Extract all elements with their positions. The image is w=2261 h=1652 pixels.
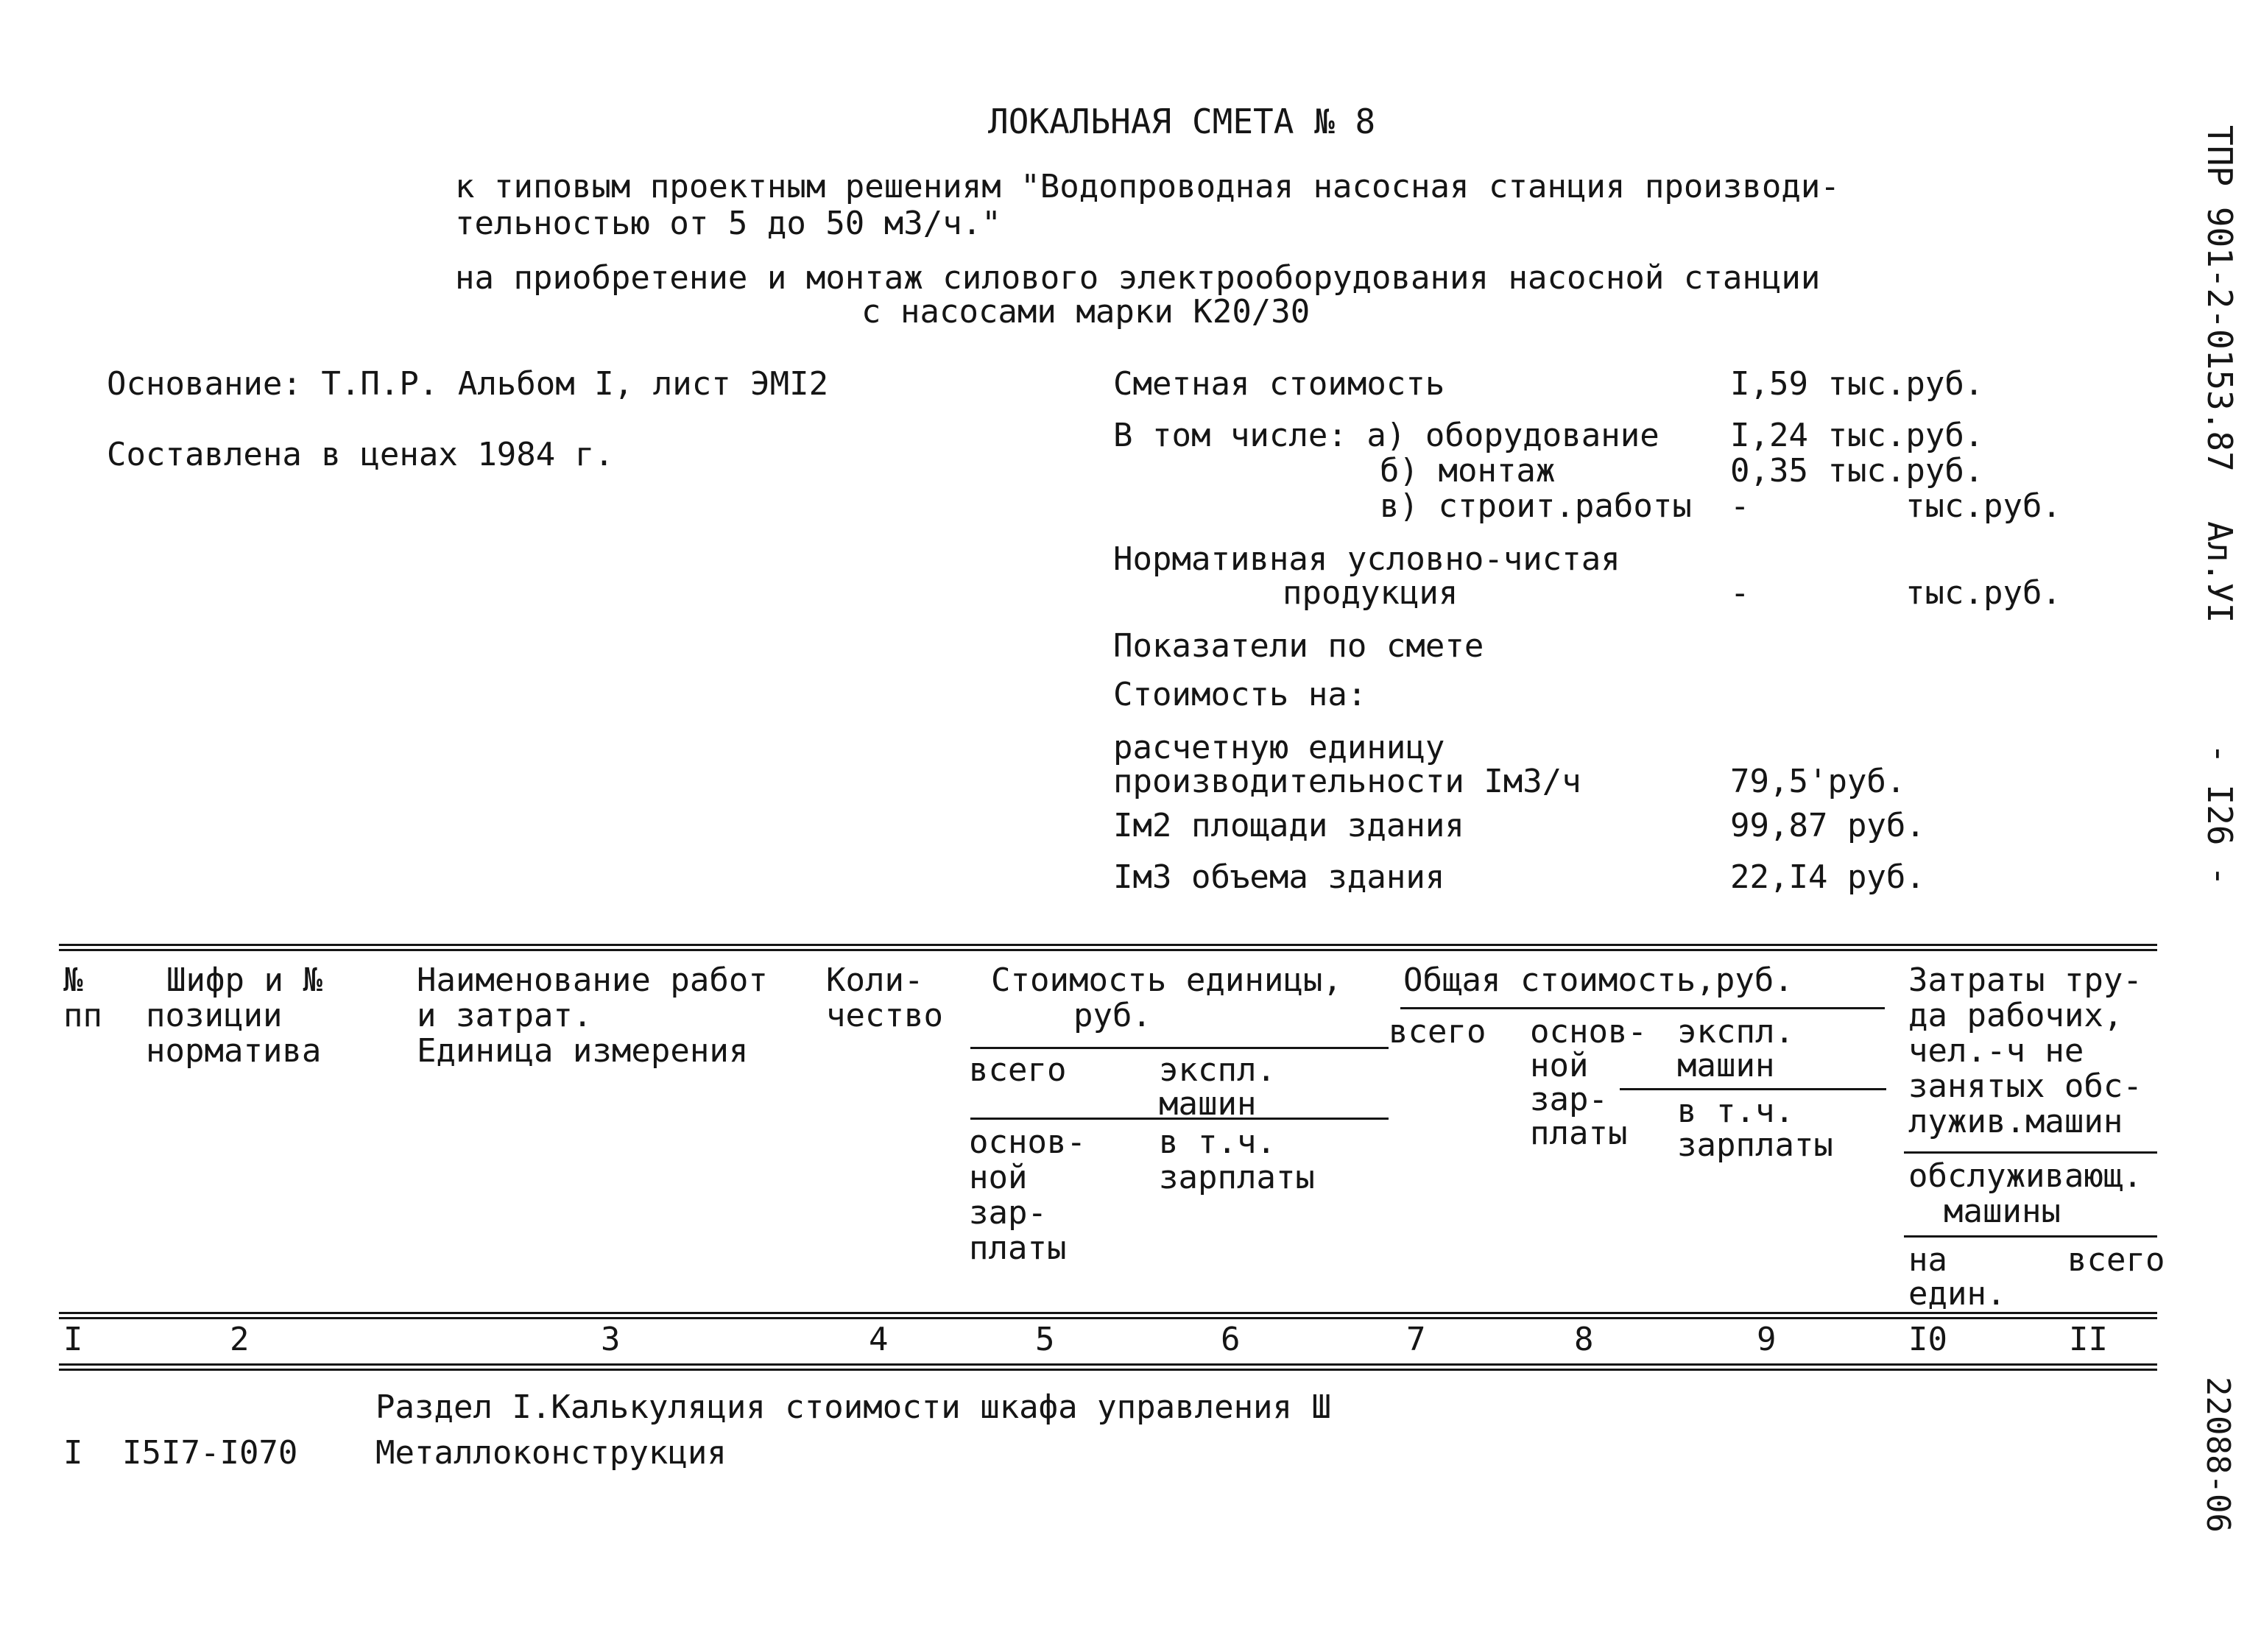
estimate-purpose-line-1: на приобретение и монтаж силового электрооборудования насосной станции <box>455 259 1821 297</box>
estimate-subtitle-line-2: тельностью от 5 до 50 м3/ч." <box>455 205 1001 242</box>
total-cost-machines-rule <box>1620 1088 1886 1090</box>
unit-cost-incl-2: зарплаты <box>1159 1159 1315 1196</box>
col4-header-2: чество <box>826 997 943 1034</box>
labor-header-2: да рабочих, <box>1908 997 2123 1034</box>
labor-header-5: лужив.машин <box>1908 1103 2123 1140</box>
total-cost-basic-4: платы <box>1530 1115 1628 1152</box>
col3-header-2: и затрат. <box>417 997 593 1034</box>
column-number: 6 <box>1221 1321 1241 1358</box>
labor-total: всего <box>2067 1241 2165 1279</box>
normative-unit: тыс.руб. <box>1905 574 2061 612</box>
basis-text: Основание: Т.П.Р. Альбом I, лист ЭМI2 <box>107 365 829 403</box>
estimated-cost-value: I,59 тыс.руб. <box>1730 365 1984 403</box>
unit-productivity-label-2: производительности Iм3/ч <box>1113 763 1581 800</box>
total-cost-header: Общая стоимость,руб. <box>1403 961 1793 999</box>
col2-header-1: Шифр и № <box>166 961 322 999</box>
area-value: 99,87 руб. <box>1730 807 1925 844</box>
column-number: I0 <box>1908 1321 1947 1358</box>
unit-cost-basic-3: зар- <box>969 1194 1047 1232</box>
total-cost-machines-1: экспл. <box>1677 1013 1794 1051</box>
unit-cost-basic-1: основ- <box>969 1123 1086 1161</box>
column-number: II <box>2069 1321 2108 1358</box>
col2-header-2: позиции <box>146 997 283 1034</box>
volume-value: 22,I4 руб. <box>1730 858 1925 896</box>
construction-label: в) строит.работы <box>1380 487 1692 525</box>
row-norm-code: I5I7-I070 <box>122 1434 298 1472</box>
col4-header-1: Коли- <box>826 961 924 999</box>
cost-for-label: Стоимость на: <box>1113 676 1367 713</box>
labor-header-4: занятых обс- <box>1908 1067 2142 1105</box>
column-number: 5 <box>1035 1321 1055 1358</box>
total-cost-basic-2: ной <box>1530 1047 1589 1084</box>
column-number: 7 <box>1406 1321 1426 1358</box>
prices-year-text: Составлена в ценах 1984 г. <box>107 436 614 473</box>
estimated-cost-label: Сметная стоимость <box>1113 365 1445 403</box>
total-cost-incl-1: в т.ч. <box>1677 1092 1794 1130</box>
unit-cost-header-2: руб. <box>1073 997 1151 1034</box>
labor-per-rule <box>1904 1235 2157 1238</box>
col1-header-2: пп <box>63 997 102 1034</box>
unit-cost-header-1: Стоимость единицы, <box>991 961 1342 999</box>
total-cost-basic-3: зар- <box>1530 1081 1608 1118</box>
equipment-value: I,24 тыс.руб. <box>1730 417 1984 454</box>
total-cost-incl-2: зарплаты <box>1677 1126 1833 1164</box>
normative-label-2: продукция <box>1283 574 1458 612</box>
table-header-bottom-rule <box>59 1312 2157 1319</box>
total-cost-subheader-rule <box>1400 1007 1885 1009</box>
construction-unit: тыс.руб. <box>1905 487 2061 525</box>
section-title: Раздел I.Калькуляция стоимости шкафа управления Ш <box>375 1388 1332 1426</box>
unit-productivity-value: 79,5'руб. <box>1730 763 1906 800</box>
unit-cost-machines-2: машин <box>1159 1085 1257 1123</box>
area-label: Iм2 площади здания <box>1113 807 1464 844</box>
col3-header-3: Единица измерения <box>417 1032 749 1070</box>
column-number: 4 <box>869 1321 889 1358</box>
unit-cost-incl-1: в т.ч. <box>1159 1123 1276 1161</box>
page-number-stamp: - I26 - <box>2200 744 2240 886</box>
unit-cost-subheader-rule <box>970 1047 1389 1049</box>
labor-serv-2: машины <box>1944 1193 2061 1230</box>
labor-header-1: Затраты тру- <box>1908 961 2142 999</box>
column-number: 3 <box>601 1321 621 1358</box>
installation-label: б) монтаж <box>1380 452 1556 490</box>
volume-label: Iм3 объема здания <box>1113 858 1445 896</box>
total-cost-basic-1: основ- <box>1530 1013 1647 1051</box>
col2-header-3: норматива <box>146 1032 322 1070</box>
table-top-rule <box>59 944 2157 951</box>
normative-label-1: Нормативная условно-чистая <box>1113 540 1620 578</box>
construction-dash: - <box>1730 487 1750 525</box>
column-number: I <box>63 1321 83 1358</box>
column-number: 8 <box>1574 1321 1594 1358</box>
labor-per-2: един. <box>1908 1275 2006 1313</box>
total-cost-total: всего <box>1389 1013 1486 1051</box>
unit-cost-basic-4: платы <box>969 1229 1067 1267</box>
inventory-number-stamp: 22088-06 <box>2199 1377 2237 1533</box>
column-number: 9 <box>1757 1321 1777 1358</box>
estimate-purpose-line-2: с насосами марки К20/30 <box>861 293 1311 331</box>
labor-per-1: на <box>1908 1241 1947 1279</box>
labor-header-3: чел.-ч не <box>1908 1032 2084 1070</box>
estimate-subtitle-line-1: к типовым проектным решениям "Водопроводная насосная станция производи- <box>455 168 1840 205</box>
total-cost-machines-2: машин <box>1677 1047 1775 1084</box>
estimate-title: ЛОКАЛЬНАЯ СМЕТА № 8 <box>988 102 1376 141</box>
labor-serv-rule <box>1904 1151 2157 1154</box>
unit-cost-machines-1: экспл. <box>1159 1051 1276 1089</box>
unit-productivity-label-1: расчетную единицу <box>1113 729 1445 766</box>
normative-dash: - <box>1730 574 1750 612</box>
col3-header-1: Наименование работ <box>417 961 768 999</box>
installation-value: 0,35 тыс.руб. <box>1730 452 1984 490</box>
unit-cost-total: всего <box>969 1051 1067 1089</box>
including-equipment-label: В том числе: а) оборудование <box>1113 417 1659 454</box>
column-number: 2 <box>230 1321 250 1358</box>
album-stamp: Ал.УI <box>2200 521 2240 624</box>
col1-header-1: № <box>63 961 83 999</box>
row-work-name: Металлоконструкция <box>375 1434 727 1472</box>
unit-cost-basic-2: ной <box>969 1159 1028 1196</box>
document-code-stamp: ТПР 901-2-0153.87 <box>2200 125 2240 472</box>
labor-serv-1: обслуживающ. <box>1908 1157 2142 1195</box>
row-number: I <box>63 1434 83 1472</box>
indicators-label: Показатели по смете <box>1113 627 1484 665</box>
column-number-bottom-rule <box>59 1363 2157 1371</box>
